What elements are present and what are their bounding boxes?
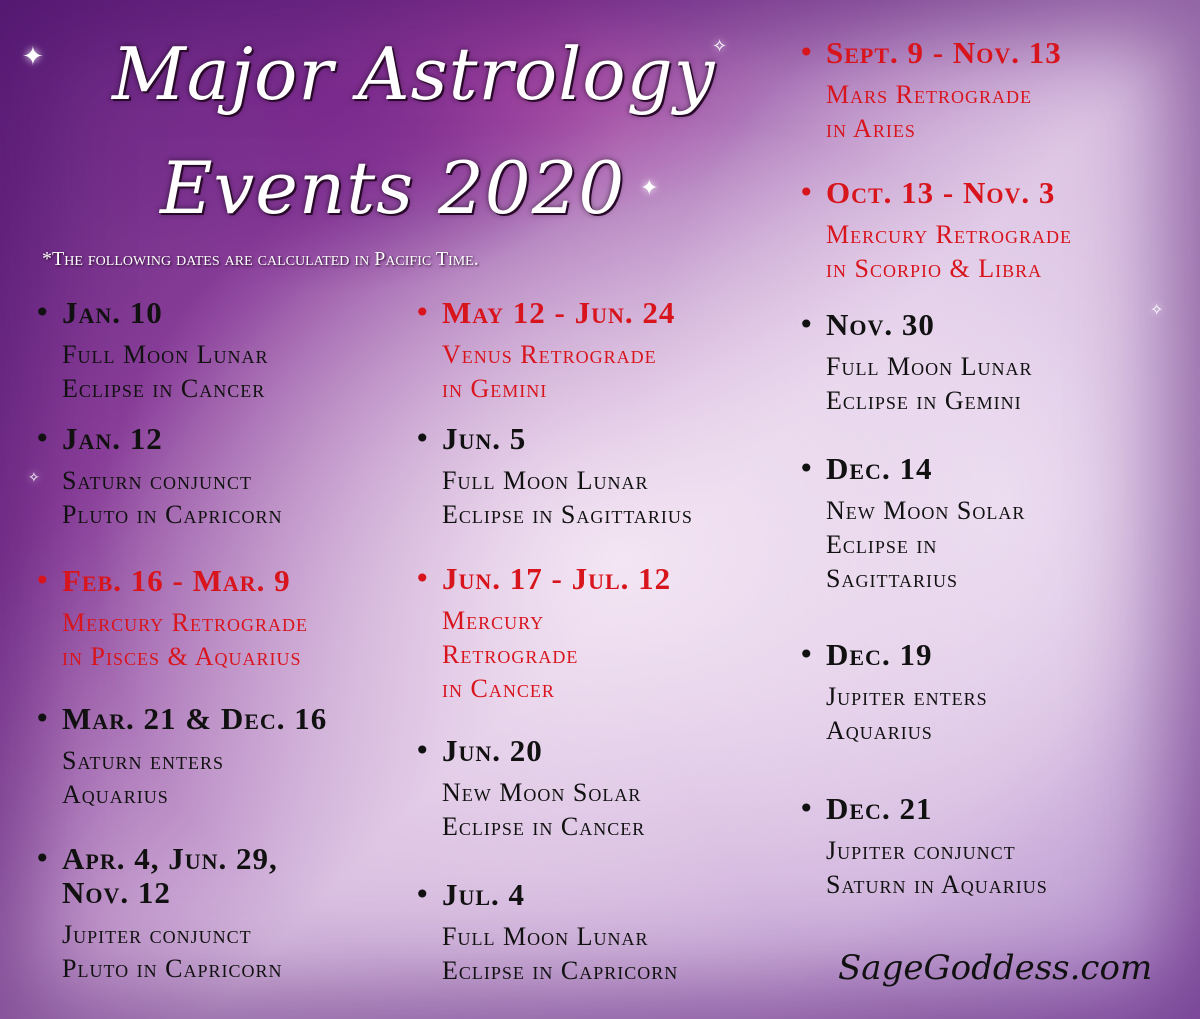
event-item — [798, 637, 988, 748]
bullet-icon: • — [34, 422, 51, 455]
sparkle-icon: ✦ — [22, 42, 44, 72]
event-date: Feb. 16 - Mar. 9 — [62, 563, 291, 598]
event-desc-line: in Aries — [826, 114, 916, 143]
bullet-icon: • — [798, 792, 815, 825]
event-date: Jan. 12 — [62, 421, 163, 456]
event-item-highlight — [34, 563, 308, 674]
event-desc-line: Mercury Retrograde — [62, 608, 308, 637]
event-desc-line: Full Moon Lunar — [826, 352, 1033, 381]
event-date: Dec. 21 — [826, 791, 933, 826]
bullet-icon: • — [798, 638, 815, 671]
event-desc-line: Eclipse in Gemini — [826, 386, 1022, 415]
event-desc-line: Full Moon Lunar — [442, 922, 649, 951]
event-item-highlight — [414, 561, 672, 706]
event-date: Sept. 9 - Nov. 13 — [826, 35, 1062, 70]
event-desc-line: New Moon Solar — [826, 496, 1026, 525]
event-desc-line: New Moon Solar — [442, 778, 642, 807]
event-desc-line: Jupiter conjunct — [62, 920, 252, 949]
website-signature: SageGoddess.com — [838, 948, 1153, 988]
title-line-1: Major Astrology — [112, 32, 716, 116]
event-desc-line: Pluto in Capricorn — [62, 954, 283, 983]
sparkle-icon: ✧ — [712, 36, 728, 57]
event-date-line-2: Nov. 12 — [62, 875, 171, 910]
event-item — [34, 841, 283, 986]
event-desc-line: Eclipse in Cancer — [442, 812, 646, 841]
event-date: Dec. 19 — [826, 637, 933, 672]
event-desc-line: Retrograde — [442, 640, 579, 669]
event-desc-line: Eclipse in — [826, 530, 938, 559]
bullet-icon: • — [798, 452, 815, 485]
bullet-icon: • — [414, 296, 431, 329]
bullet-icon: • — [414, 422, 431, 455]
event-desc-line: Saturn enters — [62, 746, 224, 775]
event-date: May 12 - Jun. 24 — [442, 295, 676, 330]
event-desc-line: in Pisces & Aquarius — [62, 642, 302, 671]
event-date: Oct. 13 - Nov. 3 — [826, 175, 1056, 210]
bullet-icon: • — [34, 296, 51, 329]
title-line-2: Events 2020 — [160, 146, 626, 230]
sparkle-icon: ✧ — [1150, 300, 1164, 319]
bullet-icon: • — [798, 308, 815, 341]
event-item — [798, 451, 1026, 596]
event-item-highlight — [798, 35, 1062, 146]
event-date: Mar. 21 & Dec. 16 — [62, 701, 328, 736]
event-desc-line: Full Moon Lunar — [62, 340, 269, 369]
event-item-highlight — [798, 175, 1072, 286]
event-item — [414, 421, 693, 532]
event-desc-line: Eclipse in Capricorn — [442, 956, 679, 985]
event-date: Jun. 20 — [442, 733, 543, 768]
event-item — [798, 307, 1033, 418]
sparkle-icon: ✦ — [640, 176, 659, 201]
event-desc-line: Pluto in Capricorn — [62, 500, 283, 529]
event-item — [414, 733, 646, 844]
event-desc-line: Eclipse in Sagittarius — [442, 500, 693, 529]
bullet-icon: • — [414, 734, 431, 767]
event-date: Jul. 4 — [442, 877, 526, 912]
event-item-highlight — [414, 295, 676, 406]
event-desc-line: Mercury Retrograde — [826, 220, 1072, 249]
timezone-note: *The following dates are calculated in Pacific Time. — [42, 248, 479, 270]
event-desc-line: Full Moon Lunar — [442, 466, 649, 495]
event-date: Apr. 4, Jun. 29, — [62, 841, 278, 876]
bullet-icon: • — [34, 564, 51, 597]
event-desc-line: Aquarius — [62, 780, 169, 809]
event-date: Jun. 5 — [442, 421, 527, 456]
bullet-icon: • — [798, 176, 815, 209]
event-item — [414, 877, 679, 988]
event-item — [34, 295, 269, 406]
bullet-icon: • — [34, 842, 51, 875]
event-date: Dec. 14 — [826, 451, 933, 486]
event-desc-line: Saturn in Aquarius — [826, 870, 1048, 899]
event-desc-line: in Cancer — [442, 674, 555, 703]
event-desc-line: Mercury — [442, 606, 545, 635]
event-date: Jan. 10 — [62, 295, 163, 330]
event-date: Jun. 17 - Jul. 12 — [442, 561, 672, 596]
event-desc-line: Jupiter enters — [826, 682, 988, 711]
sparkle-icon: ✧ — [28, 470, 40, 486]
event-item — [34, 701, 328, 812]
event-desc-line: Aquarius — [826, 716, 933, 745]
bullet-icon: • — [34, 702, 51, 735]
bullet-icon: • — [798, 36, 815, 69]
event-desc-line: Mars Retrograde — [826, 80, 1032, 109]
bullet-icon: • — [414, 562, 431, 595]
event-desc-line: Sagittarius — [826, 564, 959, 593]
event-desc-line: in Gemini — [442, 374, 548, 403]
event-item — [34, 421, 283, 532]
event-desc-line: Eclipse in Cancer — [62, 374, 266, 403]
event-desc-line: Saturn conjunct — [62, 466, 252, 495]
event-item — [798, 791, 1048, 902]
event-desc-line: Venus Retrograde — [442, 340, 657, 369]
bullet-icon: • — [414, 878, 431, 911]
event-desc-line: in Scorpio & Libra — [826, 254, 1043, 283]
event-desc-line: Jupiter conjunct — [826, 836, 1016, 865]
event-date: Nov. 30 — [826, 307, 935, 342]
